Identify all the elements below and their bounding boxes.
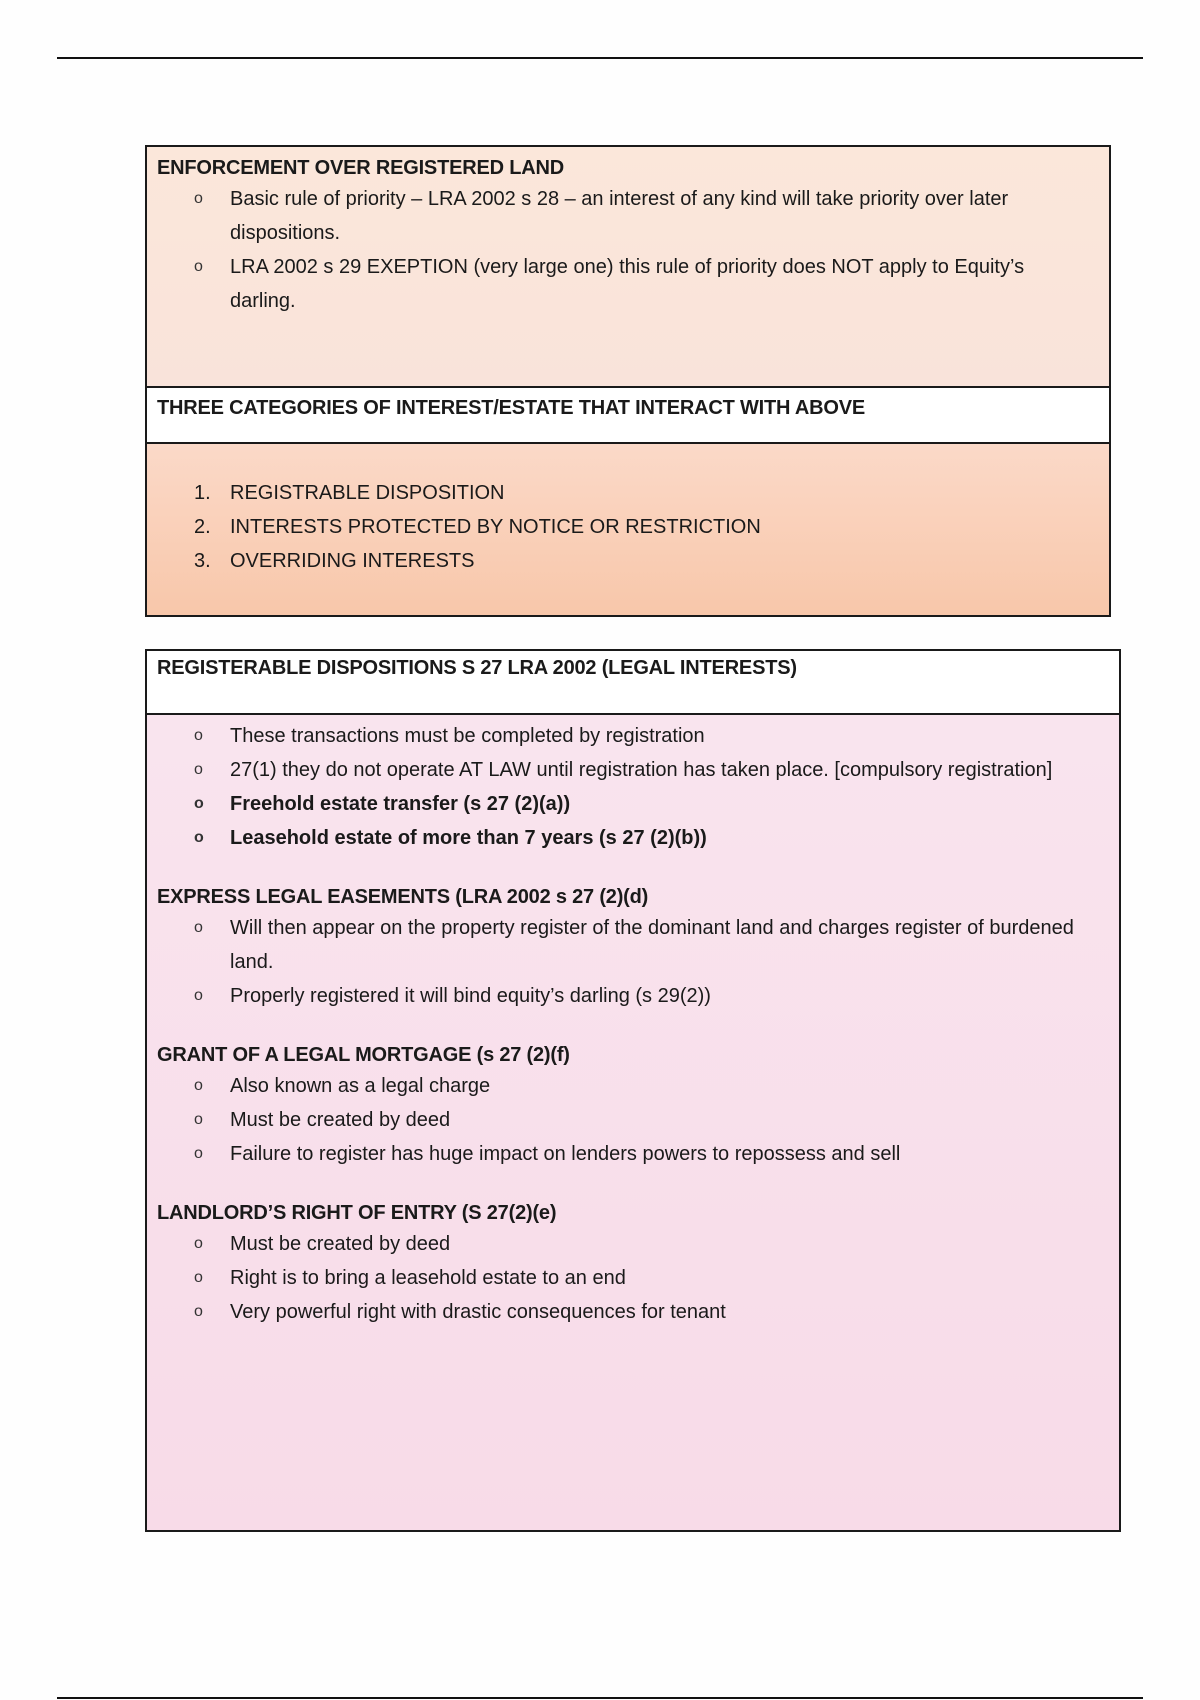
bullet-icon: o [194, 1111, 203, 1128]
bullet-icon: o [194, 829, 204, 846]
easements-heading: EXPRESS LEGAL EASEMENTS (LRA 2002 s 27 (2)(d) [157, 886, 649, 908]
dispositions-section [147, 715, 1119, 1530]
dispositions-intro-list [157, 719, 1109, 855]
bullet-icon: o [194, 727, 203, 744]
list-item: o Freehold estate transfer (s 27 (2)(a)) [157, 787, 1109, 821]
list-number: 1. [194, 482, 211, 504]
enforcement-list [157, 182, 1099, 318]
dispositions-heading-row [147, 651, 1119, 715]
list-item: o 27(1) they do not operate AT LAW until registration has taken place. [compulsory registration] [157, 753, 1109, 787]
right-of-entry-heading: LANDLORD’S RIGHT OF ENTRY (S 27(2)(e) [157, 1202, 557, 1224]
list-item: o Properly registered it will bind equity’s darling (s 29(2)) [157, 979, 1109, 1013]
list-number: 2. [194, 516, 211, 538]
bullet-icon: o [194, 761, 203, 778]
bullet-icon: o [194, 1303, 203, 1320]
list-item: o Leasehold estate of more than 7 years (s 27 (2)(b)) [157, 821, 1109, 855]
enforcement-heading: ENFORCEMENT OVER REGISTERED LAND [157, 157, 564, 179]
categories-heading: THREE CATEGORIES OF INTEREST/ESTATE THAT INTERACT WITH ABOVE [157, 397, 866, 419]
header-rule [57, 57, 1143, 59]
bullet-icon: o [194, 919, 203, 936]
list-item: o Must be created by deed [157, 1103, 1109, 1137]
bullet-icon: o [194, 987, 203, 1004]
categories-section [147, 444, 1109, 615]
list-number: 3. [194, 550, 211, 572]
enforcement-table [145, 145, 1111, 617]
bullet-icon: o [194, 1145, 203, 1162]
mortgage-heading: GRANT OF A LEGAL MORTGAGE (s 27 (2)(f) [157, 1044, 570, 1066]
list-item: o Right is to bring a leasehold estate to an end [157, 1261, 1109, 1295]
list-item: o Must be created by deed [157, 1227, 1109, 1261]
list-item: o LRA 2002 s 29 EXEPTION (very large one) this rule of priority does NOT apply to Equity’s darling. [157, 250, 1099, 318]
registerable-dispositions-table [145, 649, 1121, 1532]
categories-list [157, 476, 1099, 578]
list-item: o Will then appear on the property register of the dominant land and charges register of burdened land. [157, 911, 1109, 979]
list-item: 1. REGISTRABLE DISPOSITION [157, 476, 1099, 510]
list-item: o Failure to register has huge impact on lenders powers to repossess and sell [157, 1137, 1109, 1171]
bullet-icon: o [194, 1235, 203, 1252]
list-item: 2. INTERESTS PROTECTED BY NOTICE OR RESTRICTION [157, 510, 1099, 544]
bullet-icon: o [194, 795, 204, 812]
categories-heading-row [147, 388, 1109, 444]
list-item: o These transactions must be completed by registration [157, 719, 1109, 753]
enforcement-section [147, 147, 1109, 388]
list-item: o Very powerful right with drastic consequences for tenant [157, 1295, 1109, 1329]
list-item: o Basic rule of priority – LRA 2002 s 28 – an interest of any kind will take priority over later dispositions. [157, 182, 1099, 250]
bullet-icon: o [194, 190, 203, 207]
mortgage-list [157, 1069, 1109, 1171]
bullet-icon: o [194, 258, 203, 275]
bullet-icon: o [194, 1077, 203, 1094]
list-item: o Also known as a legal charge [157, 1069, 1109, 1103]
list-item: 3. OVERRIDING INTERESTS [157, 544, 1099, 578]
bullet-icon: o [194, 1269, 203, 1286]
right-of-entry-list [157, 1227, 1109, 1329]
footer-rule [57, 1697, 1143, 1699]
dispositions-heading: REGISTERABLE DISPOSITIONS S 27 LRA 2002 (LEGAL INTERESTS) [157, 657, 797, 679]
easements-list [157, 911, 1109, 1013]
